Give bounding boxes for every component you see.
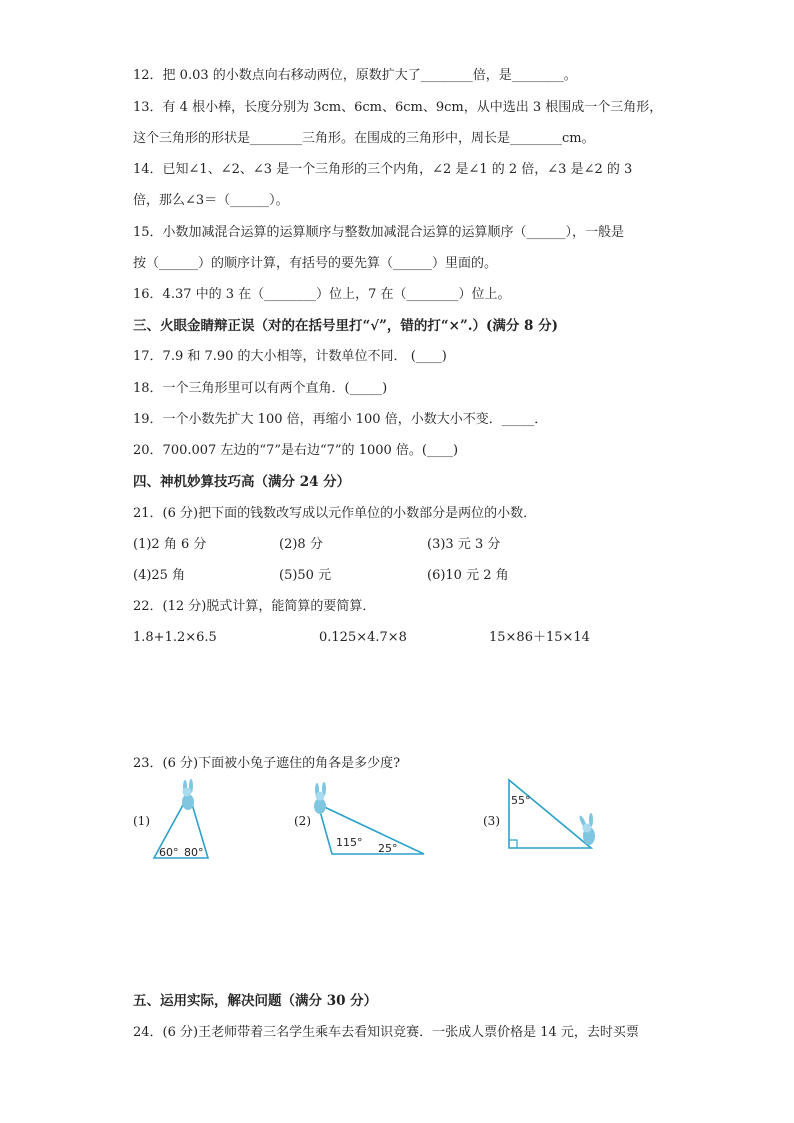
q21-item-4: (4)25 角 <box>133 568 186 583</box>
question-12: 12．把 0.03 的小数点向右移动两位，原数扩大了________倍，是________。 <box>133 68 577 83</box>
q21-item-2: (2)8 分 <box>279 537 323 552</box>
question-23: 23．(6 分)下面被小兔子遮住的角各是多少度? <box>133 756 401 771</box>
q23-label-1: (1) <box>133 814 150 828</box>
question-15-line2: 按（______）的顺序计算，有括号的要先算（______）里面的。 <box>133 256 498 271</box>
question-18: 18．一个三角形里可以有两个直角．(_____) <box>133 381 388 396</box>
q23-label-2: (2) <box>294 814 311 828</box>
q23-triangle-3 <box>505 778 605 856</box>
question-14-line1: 14．已知∠1、∠2、∠3 是一个三角形的三个内角，∠2 是∠1 的 2 倍，∠3 是∠2 的 3 <box>133 162 633 177</box>
question-16: 16．4.37 中的 3 在（________）位上，7 在（________）位上。 <box>133 287 511 302</box>
q21-item-3: (3)3 元 3 分 <box>427 537 501 552</box>
q21-item-6: (6)10 元 2 角 <box>427 568 509 583</box>
question-22: 22．(12 分)脱式计算，能简算的要简算． <box>133 599 376 614</box>
q22-expr-2: 0.125×4.7×8 <box>319 630 407 645</box>
q22-expr-1: 1.8+1.2×6.5 <box>133 630 217 645</box>
angle-label-25: 25° <box>378 842 398 855</box>
question-19: 19．一个小数先扩大 100 倍，再缩小 100 倍，小数大小不变．_____． <box>133 412 548 427</box>
angle-label-55: 55° <box>511 794 531 807</box>
q22-expr-3: 15×86＋15×14 <box>489 630 590 645</box>
q21-item-5: (5)50 元 <box>279 568 332 583</box>
question-21: 21．(6 分)把下面的钱数改写成以元作单位的小数部分是两位的小数． <box>133 506 537 521</box>
q23-triangle-1 <box>150 778 214 864</box>
question-24: 24．(6 分)王老师带着三名学生乘车去看知识竞赛．一张成人票价格是 14 元，去时买票 <box>133 1025 639 1040</box>
q23-triangle-2 <box>310 778 428 858</box>
question-13-line2: 这个三角形的形状是________三角形。在围成的三角形中，周长是________cm。 <box>133 131 595 146</box>
section-4-title: 四、神机妙算技巧高（满分 24 分） <box>133 474 351 490</box>
q21-item-1: (1)2 角 6 分 <box>133 537 207 552</box>
angle-label-115: 115° <box>336 836 363 849</box>
angle-label-80: 80° <box>184 846 204 859</box>
rabbit-icon <box>182 779 194 810</box>
rabbit-icon <box>314 782 326 814</box>
question-17: 17．7.9 和 7.90 的大小相等，计数单位不同． (____) <box>133 349 447 364</box>
section-5-title: 五、运用实际，解决问题（满分 30 分） <box>133 993 378 1009</box>
question-13-line1: 13．有 4 根小棒，长度分别为 3cm、6cm、6cm、9cm，从中选出 3 根围成一个三角形， <box>133 100 663 115</box>
section-3-title: 三、火眼金睛辩正误（对的在括号里打“√”，错的打“×”.）(满分 8 分) <box>133 318 559 334</box>
question-14-line2: 倍，那么∠3＝（______）。 <box>133 193 289 208</box>
q23-label-3: (3) <box>483 814 500 828</box>
question-15-line1: 15．小数加减混合运算的运算顺序与整数加减混合运算的运算顺序（______），一般是 <box>133 225 625 240</box>
angle-label-60: 60° <box>159 846 179 859</box>
question-20: 20．700.007 左边的“7”是右边“7”的 1000 倍。(____) <box>133 443 459 458</box>
